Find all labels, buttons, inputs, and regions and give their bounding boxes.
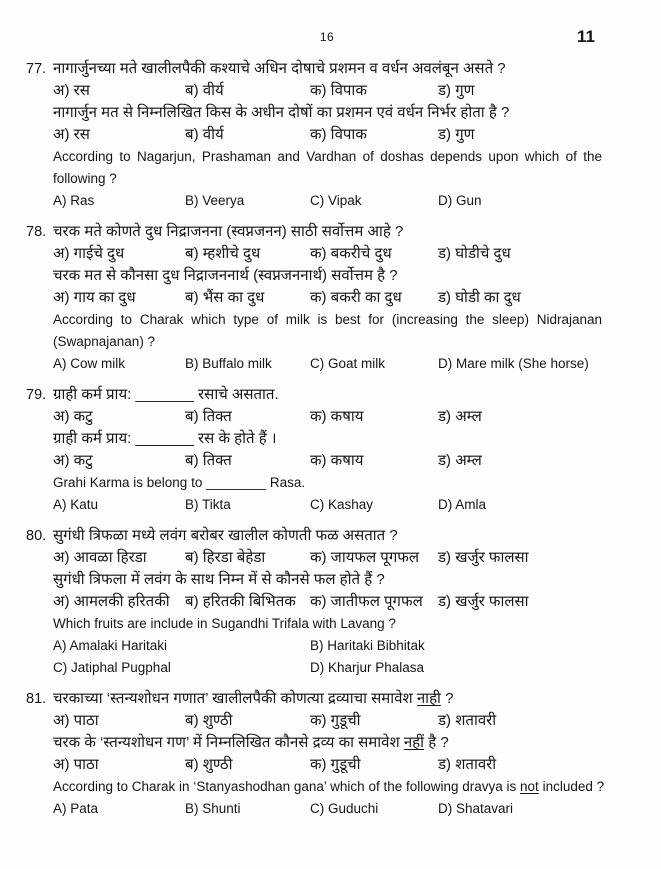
underlined-word: नहीं xyxy=(403,734,425,751)
option-b: ब) तिक्त xyxy=(185,452,232,469)
question-body xyxy=(53,386,628,518)
option-a: A) Ras xyxy=(53,193,95,208)
options-row-hindi xyxy=(53,289,628,307)
question-body xyxy=(53,60,628,214)
question-text-hindi: सुगंधी त्रिफला में लवंग के साथ निम्न में से कौनसे फल होते हैं ? xyxy=(53,571,385,588)
option-c: C) Vipak xyxy=(310,193,362,208)
question-text-marathi xyxy=(53,690,628,708)
question-text-hindi xyxy=(53,734,628,752)
option-c: C) Jatiphal Pugphal xyxy=(53,660,171,675)
option-c: C) Guduchi xyxy=(310,801,379,816)
option-d: D) Mare milk (She horse) xyxy=(438,356,589,371)
options-row-hindi xyxy=(53,593,628,611)
question-number: 81. xyxy=(26,691,47,707)
option-d: ड) अम्ल xyxy=(438,408,482,425)
question-text-english xyxy=(53,778,628,796)
question-text-hindi: ग्राही कर्म प्राय: _______ रस के होते हैं । xyxy=(53,430,277,447)
option-d: ड) घोडी का दुध xyxy=(438,289,521,306)
options-row-english xyxy=(53,800,628,818)
option-b: ब) शुण्ठी xyxy=(185,712,233,729)
option-b: ब) तिक्त xyxy=(185,408,232,425)
options-row-english xyxy=(53,496,628,514)
option-d: D) Kharjur Phalasa xyxy=(310,660,425,675)
option-b: B) Veerya xyxy=(185,193,245,208)
question-text-marathi: सुगंधी त्रिफळा मध्ये लवंग बरोबर खालील कोणती फळ असतात ? xyxy=(53,527,398,544)
question-number: 79. xyxy=(26,387,47,403)
question-text-english-line1: According to Charak which type of milk is best for (increasing the sleep) Nidrajanan xyxy=(53,312,602,327)
question-81 xyxy=(26,690,628,822)
text-before-underline: चरकाच्या ‘स्तन्यशोधन गणात’ खालीलपैकी कोणत्या द्रव्याचा समावेश xyxy=(53,690,417,707)
option-c: क) गुडूची xyxy=(310,712,361,729)
option-d: ड) खर्जुर फालसा xyxy=(438,549,529,566)
question-text-marathi: ग्राही कर्म प्राय: _______ रसाचे असतात. xyxy=(53,386,279,403)
option-c: क) कषाय xyxy=(310,408,364,425)
option-b: ब) वीर्य xyxy=(185,126,224,143)
underlined-word: नाही xyxy=(416,690,441,707)
options-row-hindi xyxy=(53,756,628,774)
text-before-underline: According to Charak in ‘Stanyashodhan gana’ which of the following dravya is xyxy=(53,779,521,794)
option-c: क) जातीफल पूगफल xyxy=(310,593,423,610)
option-d: ड) खर्जुर फालसा xyxy=(438,593,529,610)
option-a: अ) गाईचे दुध xyxy=(53,245,125,262)
options-row-marathi xyxy=(53,408,628,426)
option-b: B) Buffalo milk xyxy=(185,356,272,371)
option-a: अ) कटु xyxy=(53,452,93,469)
question-number: 77. xyxy=(26,61,47,77)
question-number: 80. xyxy=(26,528,47,544)
option-a: अ) पाठा xyxy=(53,712,99,729)
question-text-hindi: चरक मत से कौनसा दुध निद्राजननार्थ (स्वप्नजननार्थ) सर्वोत्तम है ? xyxy=(53,267,398,284)
sheet-number: 16 xyxy=(319,30,335,44)
options-row-english-ab xyxy=(53,637,628,655)
option-d: D) Gun xyxy=(438,193,482,208)
option-c: क) विपाक xyxy=(310,126,367,143)
option-a: A) Amalaki Haritaki xyxy=(53,638,168,653)
option-a: A) Katu xyxy=(53,497,99,512)
text-before-underline: चरक के ‘स्तन्यशोधन गण’ में निम्नलिखित कौनसे द्रव्य का समावेश xyxy=(53,734,404,751)
option-b: ब) म्हशीचे दुध xyxy=(185,245,261,262)
option-c: क) जायफल पूगफल xyxy=(310,549,420,566)
options-row-english xyxy=(53,192,628,210)
option-d: ड) गुण xyxy=(438,82,475,99)
option-b: B) Tikta xyxy=(185,497,231,512)
question-78 xyxy=(26,223,628,377)
question-text-english: Grahi Karma is belong to ________ Rasa. xyxy=(53,475,306,490)
question-text-english: Which fruits are include in Sugandhi Trifala with Lavang ? xyxy=(53,616,396,631)
option-a: अ) रस xyxy=(53,126,90,143)
options-row-marathi xyxy=(53,82,628,100)
option-b: ब) हरितकी बिभितक xyxy=(185,593,296,610)
question-text-marathi: नागार्जुनच्या मते खालीलपैकी कश्याचे अधिन दोषाचे प्रशमन व वर्धन अवलंबून असते ? xyxy=(53,60,506,77)
options-row-marathi xyxy=(53,712,628,730)
option-a: अ) आमलकी हरितकी xyxy=(53,593,170,610)
text-after-underline: ? xyxy=(440,690,454,707)
text-after-underline: included ? xyxy=(538,779,605,794)
option-c: क) गुडूची xyxy=(310,756,361,773)
option-a: अ) पाठा xyxy=(53,756,99,773)
question-80 xyxy=(26,527,628,681)
option-d: D) Shatavari xyxy=(438,801,514,816)
options-row-hindi xyxy=(53,126,628,144)
option-d: D) Amla xyxy=(438,497,487,512)
option-b: B) Shunti xyxy=(185,801,241,816)
question-79 xyxy=(26,386,628,518)
option-d: ड) शतावरी xyxy=(438,756,497,773)
option-a: A) Pata xyxy=(53,801,99,816)
option-d: ड) अम्ल xyxy=(438,452,482,469)
option-d: ड) गुण xyxy=(438,126,475,143)
option-d: ड) शतावरी xyxy=(438,712,497,729)
option-a: अ) आवळा हिरडा xyxy=(53,549,147,566)
question-77 xyxy=(26,60,628,214)
underlined-word: not xyxy=(520,779,539,794)
option-d: ड) घोडीचे दुध xyxy=(438,245,511,262)
option-b: ब) वीर्य xyxy=(185,82,224,99)
option-b: ब) हिरडा बेहेडा xyxy=(185,549,266,566)
option-a: अ) गाय का दुध xyxy=(53,289,136,306)
option-c: C) Kashay xyxy=(310,497,374,512)
options-row-hindi xyxy=(53,452,628,470)
option-b: ब) भैंस का दुध xyxy=(185,289,265,306)
option-b: ब) शुण्ठी xyxy=(185,756,233,773)
question-body xyxy=(53,223,628,377)
question-text-hindi: नागार्जुन मत से निम्नलिखित किस के अधीन दोषों का प्रशमन एवं वर्धन निर्भर होता है ? xyxy=(53,104,510,121)
question-text-english-line2: (Swapnajanan) ? xyxy=(53,334,156,349)
question-text-english-line1: According to Nagarjun, Prashaman and Vardhan of doshas depends upon which of the xyxy=(53,149,602,164)
option-c: C) Goat milk xyxy=(310,356,386,371)
option-b: B) Haritaki Bibhitak xyxy=(310,638,425,653)
options-row-english xyxy=(53,355,628,373)
question-text-marathi: चरक मते कोणते दुध निद्राजनना (स्वप्नजनन) साठी सर्वोत्तम आहे ? xyxy=(53,223,404,240)
question-text-english-line2: following ? xyxy=(53,171,117,186)
options-row-marathi xyxy=(53,549,628,567)
option-a: अ) कटु xyxy=(53,408,93,425)
option-c: क) बकरी का दुध xyxy=(310,289,402,306)
option-a: अ) रस xyxy=(53,82,90,99)
question-body xyxy=(53,527,628,681)
question-number: 78. xyxy=(26,224,47,240)
question-body xyxy=(53,690,628,822)
page-number: 11 xyxy=(577,27,595,46)
page-header xyxy=(26,27,628,54)
options-row-marathi xyxy=(53,245,628,263)
option-a: A) Cow milk xyxy=(53,356,126,371)
option-c: क) बकरीचे दुध xyxy=(310,245,392,262)
text-after-underline: है ? xyxy=(424,734,449,751)
options-row-english-cd xyxy=(53,659,628,677)
option-c: क) कषाय xyxy=(310,452,364,469)
option-c: क) विपाक xyxy=(310,82,367,99)
